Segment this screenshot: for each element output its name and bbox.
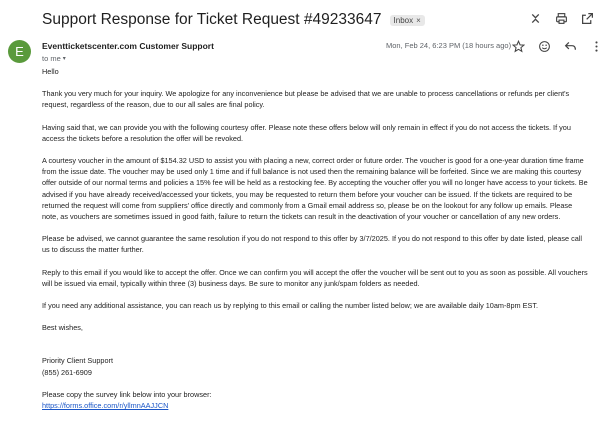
signature-name: Priority Client Support	[42, 356, 113, 366]
signature-phone: (855) 261-6909	[42, 367, 92, 377]
emoji-reaction-icon[interactable]	[537, 39, 551, 53]
expand-all-icon[interactable]	[528, 11, 542, 25]
inbox-label-chip[interactable]	[390, 15, 425, 26]
recipient-details-dropdown-icon[interactable]: ▾	[62, 56, 66, 62]
body-paragraph: Reply to this email if you would like to accept the offer. Once we can confirm you will accept the offer the voucher will be sent out to you as soon as possible. All vouchers will be issued via email, typically within three (3) business days. Be sure to monitor any junk/spam folders as needed.	[42, 267, 588, 288]
email-body	[42, 66, 590, 411]
greeting: Hello	[42, 67, 59, 76]
recipient-text: to me	[42, 54, 61, 63]
body-paragraph: Having said that, we can provide you with the following courtesy offer. Please note these offers below will only remain in effect if you do not access the tickets. If you access the tickets before a resolution the offer will be revoked.	[42, 122, 571, 143]
message-actions	[511, 39, 600, 53]
open-in-new-window-icon[interactable]	[580, 11, 594, 25]
survey-prompt: Please copy the survey link below into your browser:	[42, 389, 212, 399]
body-paragraph: A courtesy voucher in the amount of $154.32 USD to assist you with placing a new, correct order or future order. The voucher is good for a one-year duration time frame from the issue date. The voucher may be used only 1 time and if full balance is not used then the remaining balance will be forfeited. Since we are making this courtesy offer outside of our normal terms and policies a 15% fee will be held as a restocking fee. By accepting the voucher offer you will no longer have access to your tickets. Be advised if you have already received/accessed your tickets, you may be requested to return them before your voucher can be issued. If the tickets are required to be returned the request will come from suppliers' office directly and commonly from a Gmail email address so, please be on the lookout for any follow up emails. Please note, as vouchers are sometimes issued in good faith, failure to return the tickets can result in the deactivation of your voucher or cancellation of any new orders.	[42, 156, 588, 222]
remove-label-icon[interactable]: ×	[416, 15, 421, 25]
recipient-line[interactable]	[42, 54, 66, 63]
subject-row	[42, 9, 592, 31]
email-subject: Support Response for Ticket Request #49233647	[42, 11, 382, 28]
sender-avatar: E	[8, 40, 31, 63]
inbox-label-text: Inbox	[393, 15, 414, 25]
reply-icon[interactable]	[563, 39, 577, 53]
thread-actions	[528, 11, 594, 25]
body-paragraph: Please be advised, we cannot guarantee the same resolution if you do not respond to this offer by 3/7/2025. If you do not respond to this offer by date listed, please call us to discuss the matter further.	[42, 234, 583, 255]
print-icon[interactable]	[554, 11, 568, 25]
body-paragraph: If you need any additional assistance, you can reach us by replying to this email or calling the number listed below; we are available daily 10am-8pm EST.	[42, 301, 539, 311]
closing: Best wishes,	[42, 323, 83, 333]
sender-name[interactable]: Eventticketscenter.com Customer Support	[42, 41, 214, 51]
email-date: Mon, Feb 24, 6:23 PM (18 hours ago)	[386, 41, 512, 50]
star-icon[interactable]	[511, 39, 525, 53]
more-options-icon[interactable]	[589, 39, 600, 53]
survey-link[interactable]: https://forms.office.com/r/yllmnAAJJCN	[42, 401, 169, 411]
body-paragraph: Thank you very much for your inquiry. We apologize for any inconvenience but please be advised that we are unable to process cancellations or refunds per client's request, regardless of the reason, due to our all sales are final policy.	[42, 89, 570, 110]
